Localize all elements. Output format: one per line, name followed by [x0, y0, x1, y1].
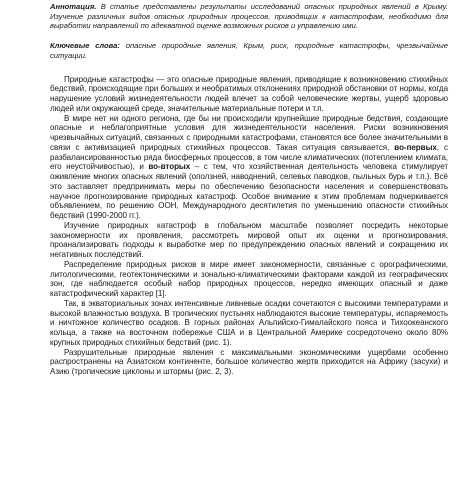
keywords-text: опасные природные явления, Крым, риск, природные катастрофы, чрезвычайные ситуации.: [50, 41, 448, 60]
paragraph-text: , с разбалансированностью ряда биосферных процессов, в том числе климатических (потеплением климата, его неустойчивостью), и: [50, 142, 448, 172]
paragraph: [50, 114, 448, 221]
article-body: [50, 75, 448, 377]
keywords-label: Ключевые слова:: [50, 41, 120, 51]
paragraph: Разрушительные природные явления с максимальными экономическими ущербами особенно распространены на Азиатском континенте, большое количество жертв приходится на Африку (засухи) и Азию (тропические циклоны и штормы (рис. 2, 3).: [50, 347, 448, 377]
keywords: [50, 41, 448, 60]
emphasis-first: во-первых: [394, 142, 437, 152]
paragraph-text: – с тем, что хозяйственная деятельность человека стимулирует оживление многих опасных явлений (оползней, наводнений, селевых паводков, пыльных бурь и т.п.). Всё это заставляет предпринимать меры по обеспечению безопасности населения и совершенствовать научное прогнозирование природных катастроф. Особое внимание к этим проблемам подчеркивается объявлением, по решению ООН, Международного десятилетия по уменьшению опасности стихийных бедствий (1990-2000 гг.).: [50, 162, 449, 221]
paragraph: Распределение природных рисков в мире имеет закономерности, связанные с орографическими, литологическими, геотектоническими и зонально-климатическими факторами каждой из географических зон, где наблюдается особый набор природных процессов, нередко имеющих опасный и даже катастрофический характер [1].: [50, 259, 448, 299]
abstract: [50, 2, 448, 31]
paragraph: Изучение природных катастроф в глобальном масштабе позволяет посредить некоторые закономерности их проявления, рассмотреть мировой опыт их оценки и прогнозирования, проанализировать подходы к выработке мер по предупреждению опасных явлений и сокращению их негативных последствий.: [50, 220, 448, 260]
abstract-label: Аннотация.: [50, 2, 97, 11]
abstract-text: В статье представлены результаты исследований опасных природных явлений в Крыму. Изучение различных видов опасных природных процессов, приводящих к катастрофам, необходимо для выработки направлений по адекватной оценке возможных рисков и управлению ими.: [50, 2, 448, 31]
paragraph-text: В мире нет ни одного региона, где бы ни происходили крупнейшие природные бедствия, создающие опасные и неблагоприятные условия для жизнедеятельности населения. Риски возникновения чрезвычайных ситуаций, связанных с природными катастрофами, становятся все более значительными в связи с активизацией природных стихийных процессов. Такая ситуация связывается,: [50, 113, 448, 152]
paragraph: Так, в экваториальных зонах интенсивные ливневые осадки сочетаются с высокими температурами и высокой влажностью воздуха. В тропических пустынях наблюдаются высокие температуры, испаряемость и ничтожное количество осадков. В горных районах Альпийско-Гималайского пояса и Тихоокеанского кольца, а также на восточном побережье США и в Центральной Америке сосредоточено около 80% крупных природных стихийных бедствий (рис. 1).: [50, 298, 448, 347]
emphasis-second: во-вторых: [148, 162, 191, 172]
paragraph: Природные катастрофы — это опасные природные явления, приводящие к возникновению стихийных бедствий, происходящие при больших и необратимых отклонениях природной обстановки от нормы, когда нарушение условий жизнедеятельности людей влечет за собой человеческие жертвы, ущерб здоровью людей или окружающей среде, значительные материальные потери и т.п.: [50, 74, 448, 113]
article-page: [50, 2, 448, 377]
